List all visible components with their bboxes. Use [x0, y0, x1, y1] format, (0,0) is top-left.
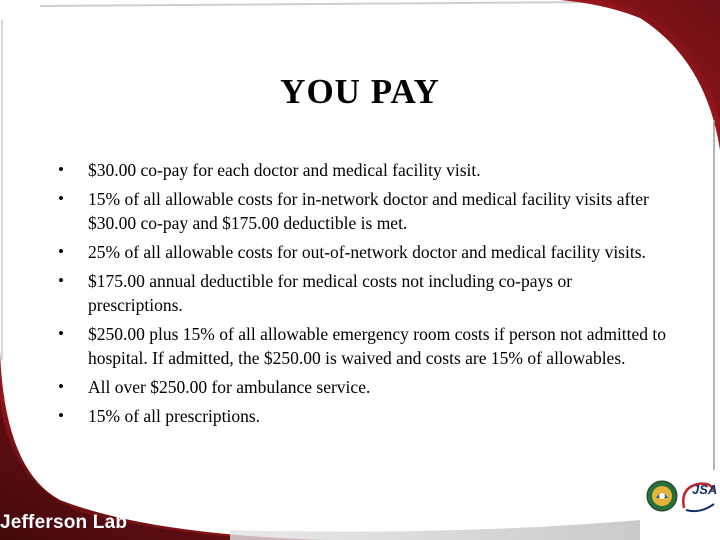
bullet-item: [58, 269, 668, 317]
bullet-marker: •: [58, 189, 64, 208]
jsa-logo-text: JSA: [692, 482, 718, 497]
bullet-marker: •: [58, 160, 64, 179]
bullet-item: [58, 158, 668, 182]
bullet-text: 15% of all prescriptions.: [88, 406, 261, 426]
bullet-marker: •: [58, 242, 64, 261]
bullet-text: $30.00 co-pay for each doctor and medical facility visit.: [88, 160, 481, 180]
slide-title: YOU PAY: [280, 72, 440, 111]
bullet-text: $250.00 plus 15% of all allowable emergency room costs if person not admitted to hospital. If admitted, the $250.00 is waived and costs are 15% of allowables.: [88, 324, 667, 368]
bullet-item: [58, 240, 668, 264]
footer-logos: [642, 476, 718, 536]
bullet-item: [58, 375, 668, 399]
bullet-list: [58, 158, 668, 433]
bullet-item: [58, 187, 668, 235]
doe-seal-icon: [646, 480, 678, 512]
bullet-text: 25% of all allowable costs for out-of-network doctor and medical facility visits.: [88, 242, 646, 262]
bullet-item: [58, 322, 668, 370]
bullet-marker: •: [58, 406, 64, 425]
bullet-marker: •: [58, 324, 64, 343]
bullet-text: $175.00 annual deductible for medical costs not including co-pays or prescriptions.: [88, 271, 573, 315]
jefferson-lab-logo-text: Jefferson Lab: [0, 512, 128, 533]
bullet-item: [58, 404, 668, 428]
bullet-marker: •: [58, 377, 64, 396]
bullet-text: 15% of all allowable costs for in-network doctor and medical facility visits after $30.00 co-pay and $175.00 deductible is met.: [88, 189, 649, 233]
bullet-marker: •: [58, 271, 64, 290]
bullet-text: All over $250.00 for ambulance service.: [88, 377, 371, 397]
